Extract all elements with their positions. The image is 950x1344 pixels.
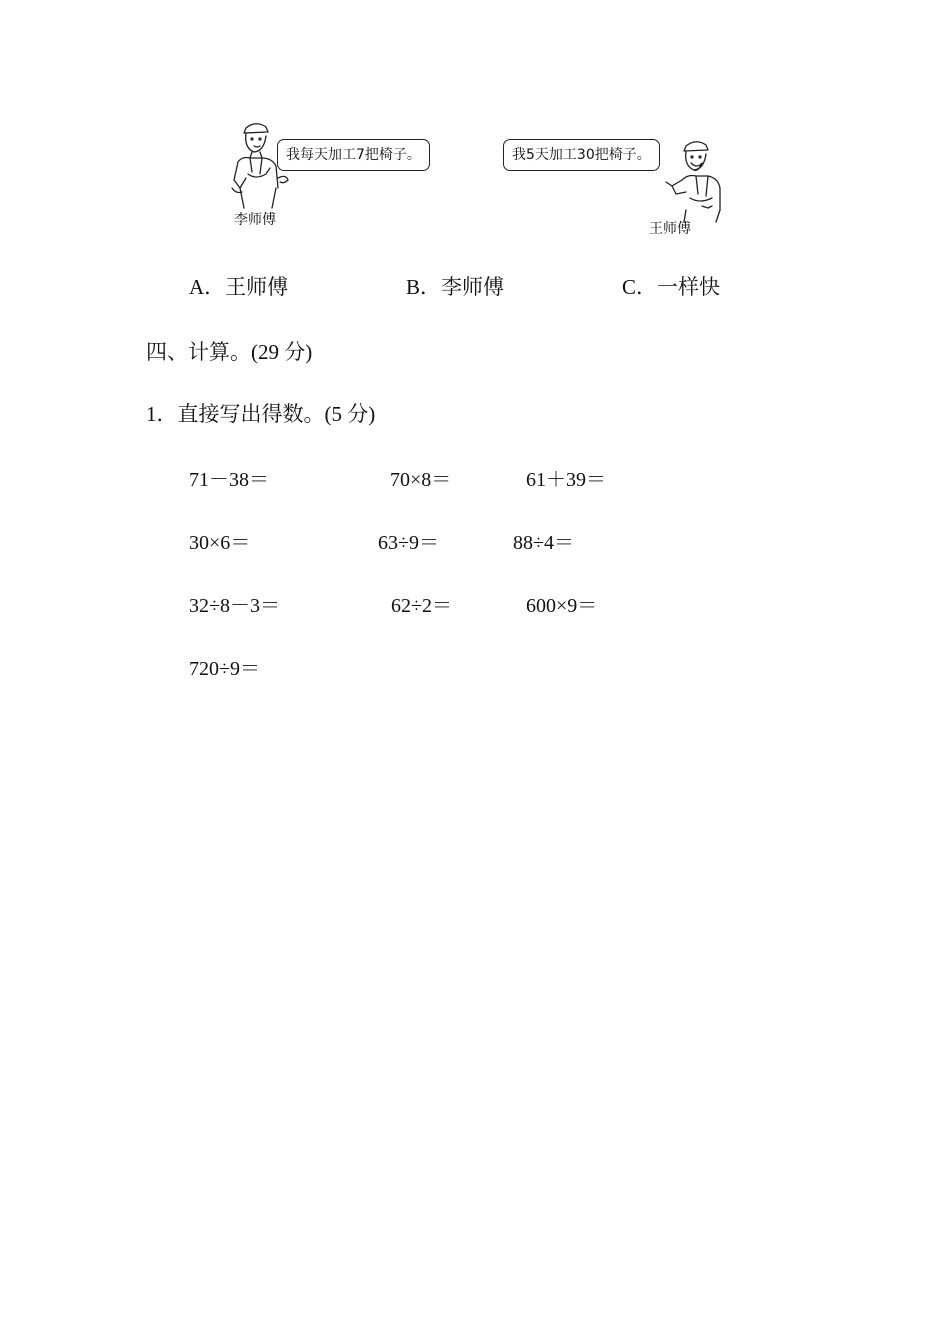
option-b-text: 李师傅 [441,275,505,299]
worker-wang-illustration [662,136,732,224]
option-a[interactable] [189,271,288,301]
option-b-letter: B． [406,275,442,299]
expression: 720÷9＝ [189,658,260,680]
speech-bubble-wang [503,139,660,171]
option-c-letter: C． [622,275,658,299]
option-c[interactable] [622,271,720,301]
expression: 30×6＝ [189,532,251,554]
option-a-letter: A． [189,275,226,299]
expression: 88÷4＝ [513,532,574,554]
name-label-li: 李师傅 [234,212,276,228]
expression: 62÷2＝ [391,595,452,617]
option-b[interactable] [406,271,504,301]
expression: 70×8＝ [390,469,452,491]
name-label-wang: 王师傅 [649,221,691,237]
option-c-text: 一样快 [657,275,721,299]
speech-text-wang: 我5天加工30把椅子。 [512,147,651,163]
expression: 600×9＝ [526,595,598,617]
speech-text-li: 我每天加工7把椅子。 [286,147,421,163]
speech-bubble-li [277,139,430,171]
question-1-title: 1．直接写出得数。(5 分) [146,402,376,426]
expression: 61＋39＝ [526,469,606,491]
expression: 32÷8－3＝ [189,595,280,617]
expression: 71－38＝ [189,469,269,491]
section-title: 四、计算。(29 分) [146,340,313,364]
expression: 63÷9＝ [378,532,439,554]
worker-illustration [200,100,760,250]
option-a-text: 王师傅 [225,275,289,299]
